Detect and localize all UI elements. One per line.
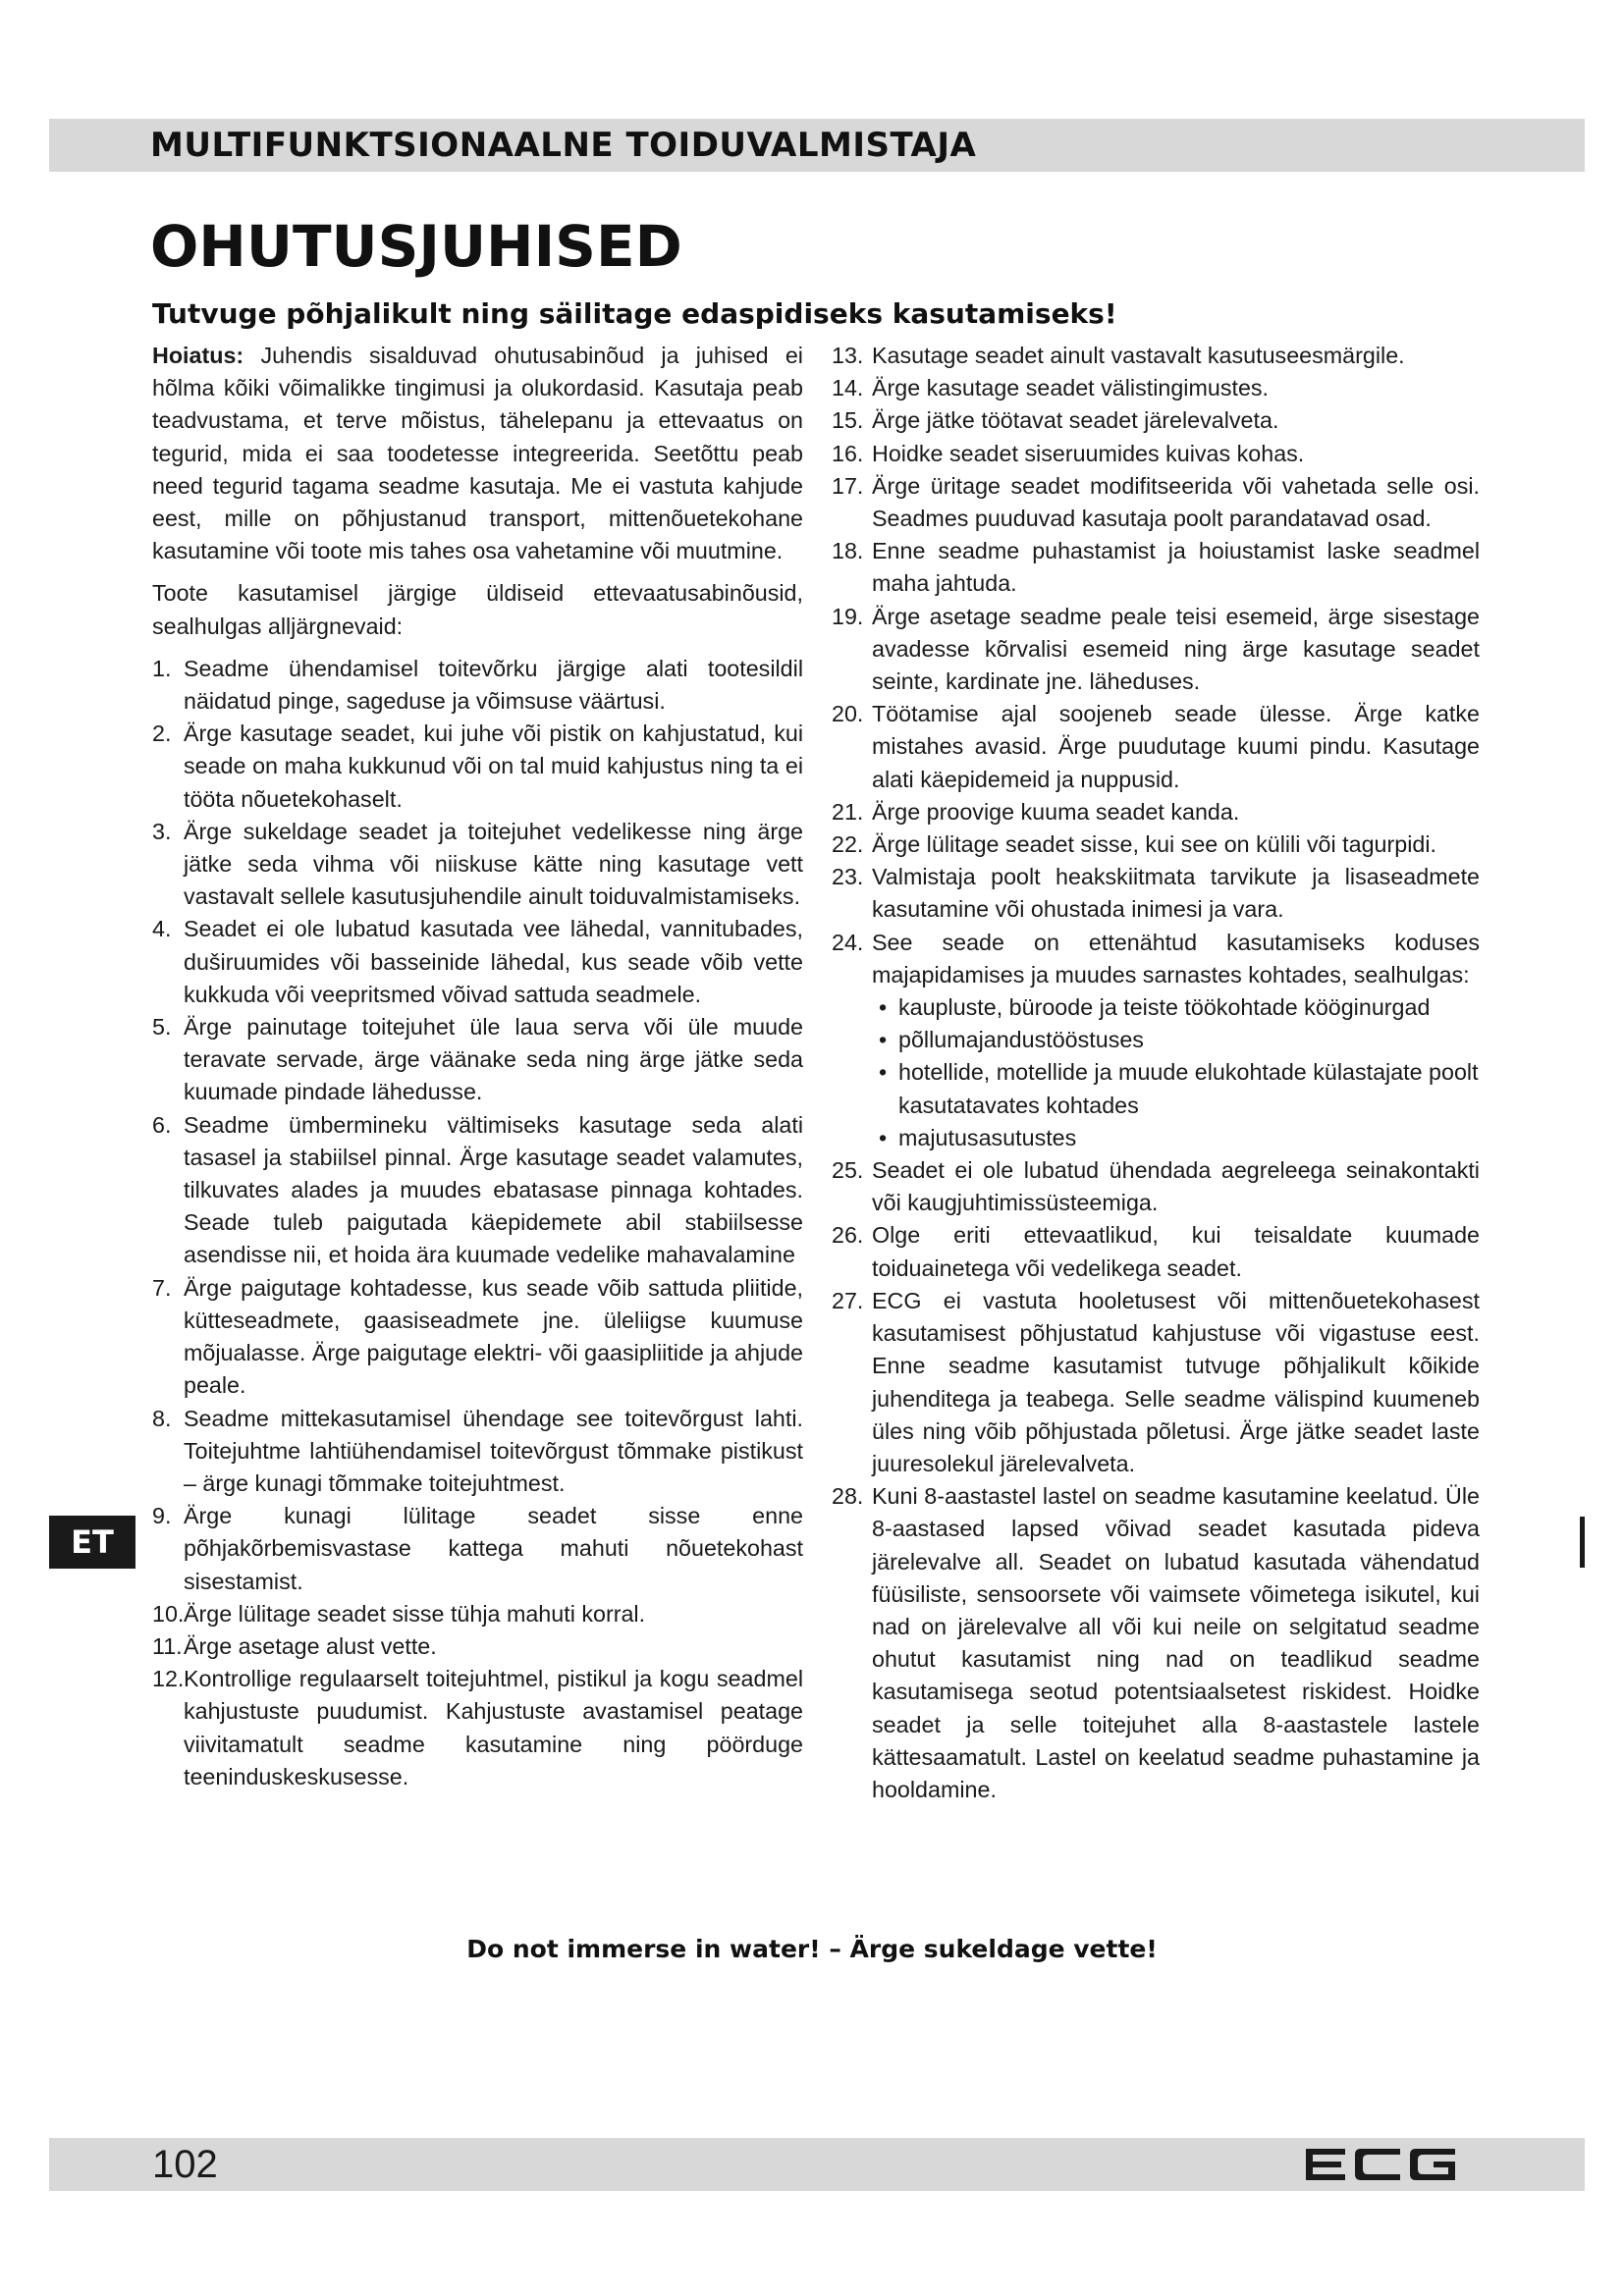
item-number: 19. <box>832 603 864 629</box>
item-text: Ärge jätke töötavat seadet järelevalveta. <box>872 407 1279 434</box>
bullet-item <box>879 1024 1480 1056</box>
bullet-dot-icon: • <box>879 994 888 1021</box>
item-number: 12. <box>152 1666 185 1692</box>
item-text: Ärge sukeldage seadet ja toitejuhet vedelikesse ning ärge jätke seda vihma või niiskuse kätte ning kasutage vett vastavalt sellele kasutusjuhendile ainult toiduvalmistamiseks. <box>184 818 803 910</box>
item-text: Hoidke seadet siseruumides kuivas kohas. <box>872 440 1305 466</box>
list-item <box>832 535 1480 600</box>
item-number: 24. <box>832 929 864 955</box>
item-number: 4. <box>152 916 172 942</box>
list-item <box>152 816 803 914</box>
item-number: 25. <box>832 1157 864 1184</box>
item-number: 8. <box>152 1405 172 1431</box>
item-number: 23. <box>832 864 864 890</box>
general-precautions: Toote kasutamisel järgige üldiseid ettevaatusabinõusid, sealhulgas alljärgnevaid: <box>152 580 803 639</box>
item-number: 13. <box>832 343 864 368</box>
item-text: Seadme mittekasutamisel ühendage see toitevõrgust lahti. Toitejuhtme lahtiühendamisel toitevõrgust tõmmake pistikust – ärge kunagi tõmmake toitejuhtmest. <box>184 1405 803 1496</box>
item-number: 15. <box>832 407 864 434</box>
item-number: 5. <box>152 1014 172 1041</box>
list-item <box>832 796 1480 828</box>
item-text: Enne seadme puhastamist ja hoiustamist laske seadmel maha jahtuda. <box>872 538 1480 597</box>
warning-paragraph <box>152 340 803 567</box>
list-item <box>152 1109 803 1272</box>
item-text: Kuni 8-aastastel lastel on seadme kasutamine keelatud. Üle 8-aastased lapsed võivad seadet kasutada pideva järelevalve all. Seadet on lubatud kasutada vähendatud füüsiliste, sensoorsete või vaimsete võimetega isikutel, kui nad on järelevalve all või kui neile on selgitatud seadme ohutut kasutamist ning nad on teadlikud seadme kasutamisega seotud potentsiaalsetest riskidest. Hoidke seadet ja selle toitejuhet alla 8-aastastele lastele kättesaamatult. Lastel on keelatud seadme puhastamine ja hooldamine. <box>872 1483 1480 1802</box>
bullet-text: hotellide, motellide ja muude elukohtade külastajate poolt kasutatavates kohtades <box>898 1059 1479 1118</box>
subtitle: Tutvuge põhjalikult ning säilitage edaspidiseks kasutamiseks! <box>152 297 1117 330</box>
item-number: 26. <box>832 1222 864 1249</box>
ecg-logo <box>1302 2141 1459 2188</box>
item-text: Töötamise ajal soojeneb seade ülesse. Ärge katke mistahes avasid. Ärge puudutage kuumi pindu. Kasutage alati käepidemeid ja nuppusid. <box>872 701 1480 792</box>
page-title: OHUTUSJUHISED <box>150 213 682 280</box>
item-text: Ärge painutage toitejuhet üle laua serva või üle muude teravate servade, ärge väänake seda ning ärge jätke seda kuumade pindade lähedusse. <box>184 1014 803 1105</box>
item-text: ECG ei vastuta hooletusest või mittenõuetekohasest kasutamisest põhjustatud kahjustuse või vigastuse eest. Enne seadme kasutamist tutvuge põhjalikult kõikide juhenditega ja teabega. Selle seadme välispind kuumeneb üles ning võib põhjustada põletusi. Ärge jätke seadet laste juuresolekul järelevalveta. <box>872 1287 1480 1476</box>
bullet-dot-icon: • <box>879 1027 888 1053</box>
bullet-list <box>879 991 1480 1154</box>
item-text: Seadme ühendamisel toitevõrku järgige alati tootesildil näidatud pinge, sageduse ja võimsuse väärtusi. <box>184 655 803 715</box>
list-item <box>832 698 1480 796</box>
item-number: 20. <box>832 701 864 727</box>
list-item <box>832 861 1480 926</box>
list-item <box>152 1272 803 1403</box>
item-number: 17. <box>832 472 864 499</box>
bullet-item <box>879 991 1480 1024</box>
bullet-dot-icon: • <box>879 1059 888 1086</box>
item-number: 10. <box>152 1600 185 1627</box>
item-text: Ärge kasutage seadet välistingimustes. <box>872 375 1270 401</box>
item-text: Ärge paigutage kohtadesse, kus seade võib sattuda pliitide, kütteseadmete, gaasiseadmete jne. üleliigse kuumuse mõjualasse. Ärge paigutage elektri- või gaasipliitide ja ahjude peale. <box>184 1274 803 1399</box>
item-number: 3. <box>152 818 172 844</box>
list-item <box>152 1663 803 1793</box>
list-item <box>832 1480 1480 1806</box>
item-number: 18. <box>832 538 864 564</box>
list-item <box>832 601 1480 699</box>
item-text: Valmistaja poolt heakskiitmata tarvikute ja lisaseadmete kasutamine või ohustada inimesi ja vara. <box>872 864 1480 923</box>
item-text: Ärge proovige kuuma seadet kanda. <box>872 798 1240 825</box>
item-number: 9. <box>152 1503 172 1529</box>
list-item <box>832 372 1480 404</box>
item-number: 2. <box>152 721 172 747</box>
item-text: Ärge kunagi lülitage seadet sisse enne põhjakõrbemisvastase kattega mahuti nõuetekohast sisestamist. <box>184 1503 803 1594</box>
item-text: Seadet ei ole lubatud kasutada vee lähedal, vannitubades, duširuumides või basseinide lähedal, kus seade võib vette kukkuda või veepritsmed võivad sattuda seadmele. <box>184 916 803 1007</box>
item-text: Seadet ei ole lubatud ühendada aegreleega seinakontakti või kaugjuhtimissüsteemiga. <box>872 1157 1480 1216</box>
warning-text: Juhendis sisalduvad ohutusabinõud ja juhised ei hõlma kõiki võimalikke tingimusi ja olukordasid. Kasutaja peab teadvustama, et terve mõistus, tähelepanu ja ettevaatus on tegurid, mida ei saa toodetesse integreerida. Seetõttu peab need tegurid tagama seadme kasutaja. Me ei vastuta kahjude eest, mille on põhjustanud transport, mittenõuetekohane kasutamine või toote mis tahes osa vahetamine või muutmine. <box>152 343 803 564</box>
bullet-dot-icon: • <box>879 1124 888 1150</box>
item-text: See seade on ettenähtud kasutamiseks koduses majapidamises ja muudes sarnastes kohtades, sealhulgas: <box>872 929 1480 988</box>
item-number: 14. <box>832 375 864 401</box>
list-item <box>832 828 1480 861</box>
bullet-item <box>879 1122 1480 1154</box>
list-item <box>832 438 1480 470</box>
item-number: 7. <box>152 1274 172 1301</box>
list-item <box>152 1011 803 1109</box>
list-item <box>152 1630 803 1663</box>
list-item <box>832 1154 1480 1219</box>
item-text: Ärge üritage seadet modifitseerida või vahetada selle osi. Seadmes puuduvad kasutaja poolt parandatavad osad. <box>872 472 1480 532</box>
page-number: 102 <box>152 2143 218 2186</box>
water-warning: Do not immerse in water! – Ärge sukeldage vette! <box>466 1935 1158 1963</box>
item-number: 11. <box>152 1632 183 1659</box>
item-number: 21. <box>832 798 864 825</box>
item-text: Ärge asetage seadme peale teisi esemeid, ärge sisestage avadesse kõrvalisi esemeid ning ärge kasutage seadet seinte, kardinate jne. läheduses. <box>872 603 1480 695</box>
list-item <box>152 718 803 816</box>
list-item <box>152 1598 803 1630</box>
list-item <box>832 1285 1480 1480</box>
document-header: MULTIFUNKTSIONAALNE TOIDUVALMISTAJA <box>150 126 977 165</box>
item-number: 16. <box>832 440 864 466</box>
item-text: Olge eriti ettevaatlikud, kui teisaldate kuumade toiduainetega või vedelikega seadet. <box>872 1222 1480 1281</box>
language-tab: ET <box>49 1516 135 1569</box>
bullet-item <box>879 1056 1480 1121</box>
item-text: Ärge kasutage seadet, kui juhe või pistik on kahjustatud, kui seade on maha kukkunud või on tal muid kahjustus ning ta ei tööta nõuetekohaselt. <box>184 721 803 812</box>
list-item <box>152 1500 803 1598</box>
list-item <box>832 1219 1480 1284</box>
item-number: 28. <box>832 1483 864 1510</box>
bullet-text: põllumajandustööstuses <box>898 1027 1144 1053</box>
left-column <box>152 340 803 1793</box>
list-item <box>152 1403 803 1501</box>
item-number: 6. <box>152 1111 172 1138</box>
bullet-text: kaupluste, büroode ja teiste töökohtade kööginurgad <box>898 994 1431 1021</box>
warning-label: Hoiatus: <box>152 343 244 368</box>
list-item <box>832 927 1480 991</box>
list-item <box>152 913 803 1011</box>
item-text: Ärge asetage alust vette. <box>184 1632 437 1659</box>
item-text: Kasutage seadet ainult vastavalt kasutuseesmärgile. <box>872 343 1405 368</box>
list-item <box>152 653 803 718</box>
right-column <box>832 340 1480 1806</box>
item-text: Kontrollige regulaarselt toitejuhtmel, pistikul ja kogu seadmel kahjustuste puudumist. Kahjustuste avastamisel peatage viivitamatult seadme kasutamine ning pöörduge teeninduskeskusesse. <box>184 1666 803 1789</box>
item-text: Ärge lülitage seadet sisse tühja mahuti korral. <box>184 1600 646 1627</box>
list-item <box>832 340 1480 372</box>
item-number: 1. <box>152 655 172 681</box>
list-item <box>832 470 1480 535</box>
item-text: Ärge lülitage seadet sisse, kui see on külili või tagurpidi. <box>872 831 1436 858</box>
list-item <box>832 404 1480 437</box>
item-text: Seadme ümbermineku vältimiseks kasutage seda alati tasasel ja stabiilsel pinnal. Ärge kasutage seadet valamutes, tilkuvates alades ja muudes ebatasase pinnaga kohtades. Seade tuleb paigutada käepidemete abil stabiilsesse asendisse nii, et hoida ära kuumade vedelike mahavalamine <box>184 1111 803 1268</box>
page-edge-marker <box>1580 1517 1585 1568</box>
bullet-text: majutusasutustes <box>898 1124 1077 1150</box>
item-number: 22. <box>832 831 864 858</box>
item-number: 27. <box>832 1287 864 1313</box>
